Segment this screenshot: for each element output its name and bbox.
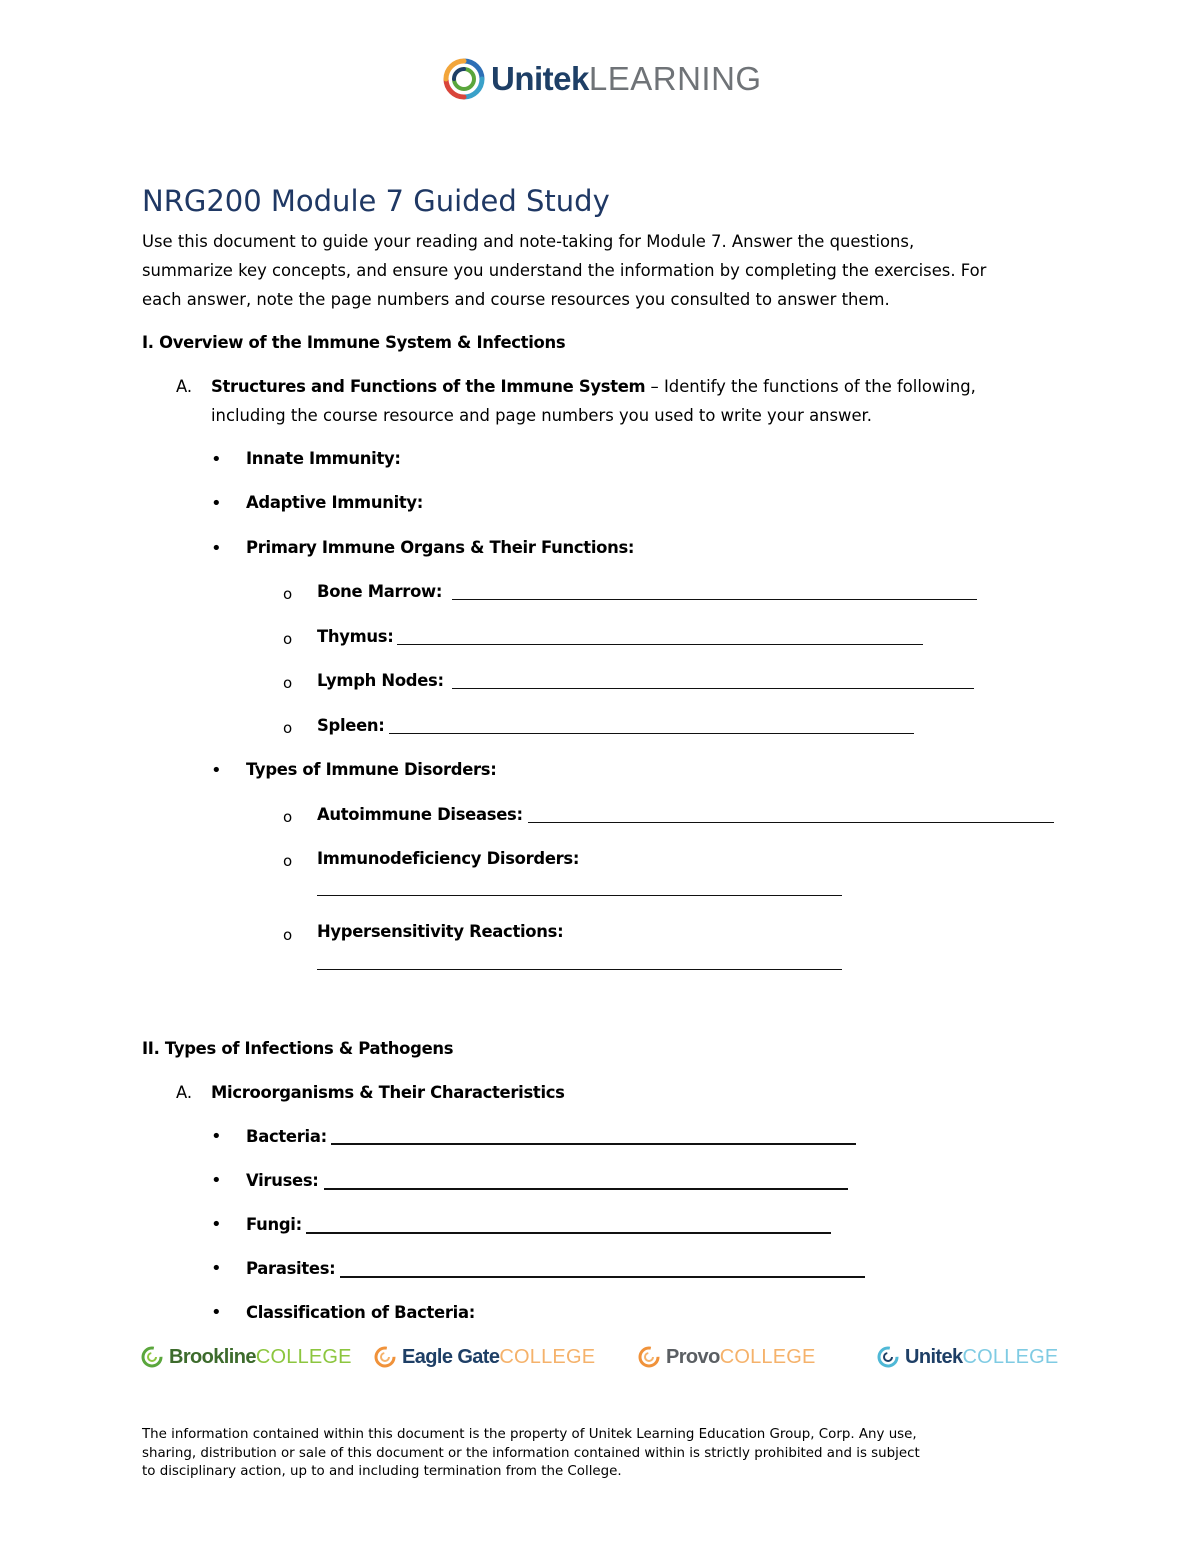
item-fungi: Fungi: xyxy=(246,1215,302,1234)
section-1-sub-a xyxy=(211,377,976,396)
section-2-sub-a-title: Microorganisms & Their Characteristics xyxy=(211,1083,565,1102)
bullet-icon: • xyxy=(211,1258,222,1279)
logo-brand-light: LEARNING xyxy=(588,60,762,97)
answer-blank-spleen[interactable] xyxy=(389,733,914,734)
unitek-learning-logo xyxy=(443,56,762,102)
item-primary-immune-organs: Primary Immune Organs & Their Functions: xyxy=(246,538,635,557)
brookline-college-logo xyxy=(140,1340,352,1374)
item-viruses: Viruses: xyxy=(246,1171,319,1190)
logo-brand-bold: Unitek xyxy=(491,60,589,97)
bullet-icon: • xyxy=(211,1170,222,1191)
provo-college-logo xyxy=(637,1340,816,1374)
eagle-gate-light: COLLEGE xyxy=(499,1345,596,1368)
eagle-gate-college-logo xyxy=(373,1340,595,1374)
answer-blank-viruses[interactable] xyxy=(324,1188,848,1190)
brookline-bold: Brookline xyxy=(169,1345,256,1368)
bullet-icon: • xyxy=(211,449,222,470)
sub-bullet-icon: o xyxy=(283,719,293,737)
bullet-icon: • xyxy=(211,493,222,514)
answer-blank-hypersensitivity[interactable] xyxy=(317,969,842,970)
item-hypersensitivity-reactions: Hypersensitivity Reactions: xyxy=(317,922,564,941)
unitek-college-logo xyxy=(876,1340,1058,1374)
item-immunodeficiency-disorders: Immunodeficiency Disorders: xyxy=(317,849,580,868)
item-immune-disorders: Types of Immune Disorders: xyxy=(246,760,497,779)
item-parasites: Parasites: xyxy=(246,1259,336,1278)
bullet-icon: • xyxy=(211,1214,222,1235)
page-title: NRG200 Module 7 Guided Study xyxy=(142,184,610,218)
disclaimer-line-1: The information contained within this document is the property of Unitek Learning Education Group, Corp. Any use, xyxy=(142,1427,917,1442)
item-bacteria: Bacteria: xyxy=(246,1127,327,1146)
section-2-sub-a-letter: A. xyxy=(176,1083,193,1102)
footer-disclaimer xyxy=(142,1426,1072,1482)
disclaimer-line-3: to disciplinary action, up to and including termination from the College. xyxy=(142,1464,622,1479)
intro-line-3: each answer, note the page numbers and course resources you consulted to answer them. xyxy=(142,290,890,309)
answer-blank-bone-marrow[interactable] xyxy=(452,599,977,600)
section-2-heading: II. Types of Infections & Pathogens xyxy=(142,1039,454,1058)
answer-blank-lymph-nodes[interactable] xyxy=(452,688,974,689)
provo-swirl-icon xyxy=(637,1345,661,1369)
sub-bullet-icon: o xyxy=(283,674,293,692)
sub-bullet-icon: o xyxy=(283,808,293,826)
provo-bold: Provo xyxy=(666,1345,720,1368)
item-lymph-nodes: Lymph Nodes: xyxy=(317,671,444,690)
answer-blank-thymus[interactable] xyxy=(397,644,923,645)
disclaimer-line-2: sharing, distribution or sale of this document or the information contained within is strictly prohibited and is subject xyxy=(142,1445,920,1461)
brookline-swirl-icon xyxy=(140,1345,164,1369)
answer-blank-parasites[interactable] xyxy=(340,1276,865,1278)
item-adaptive-immunity: Adaptive Immunity: xyxy=(246,493,424,512)
answer-blank-fungi[interactable] xyxy=(306,1232,831,1234)
answer-blank-bacteria[interactable] xyxy=(331,1143,856,1145)
eagle-gate-bold: Eagle Gate xyxy=(402,1345,500,1368)
answer-blank-autoimmune[interactable] xyxy=(528,822,1054,823)
sub-bullet-icon: o xyxy=(283,926,293,944)
college-logos xyxy=(140,1340,1060,1374)
bullet-icon: • xyxy=(211,1126,222,1147)
item-classification-of-bacteria: Classification of Bacteria: xyxy=(246,1303,475,1322)
section-1-sub-a-dash: – xyxy=(645,377,664,396)
item-bone-marrow: Bone Marrow: xyxy=(317,582,443,601)
bullet-icon: • xyxy=(211,1302,222,1323)
bullet-icon: • xyxy=(211,760,222,781)
section-1-sub-a-text-2: including the course resource and page numbers you used to write your answer. xyxy=(211,406,872,425)
section-1-sub-a-letter: A. xyxy=(176,377,193,396)
sub-bullet-icon: o xyxy=(283,585,293,603)
section-1-heading: I. Overview of the Immune System & Infections xyxy=(142,333,566,352)
item-spleen: Spleen: xyxy=(317,716,385,735)
section-1-sub-a-text-1: Identify the functions of the following, xyxy=(663,377,976,396)
intro-line-1: Use this document to guide your reading and note-taking for Module 7. Answer the questions, xyxy=(142,232,915,251)
unitek-college-swirl-icon xyxy=(876,1345,900,1369)
answer-blank-immunodeficiency[interactable] xyxy=(317,895,842,896)
sub-bullet-icon: o xyxy=(283,852,293,870)
unitek-college-bold: Unitek xyxy=(905,1345,963,1368)
intro-line-2: summarize key concepts, and ensure you understand the information by completing the exercises. For xyxy=(142,261,987,280)
sub-bullet-icon: o xyxy=(283,630,293,648)
section-1-sub-a-title: Structures and Functions of the Immune System xyxy=(211,377,646,396)
eagle-gate-swirl-icon xyxy=(373,1345,397,1369)
unitek-swirl-icon xyxy=(443,58,485,100)
item-autoimmune-diseases: Autoimmune Diseases: xyxy=(317,805,523,824)
provo-light: COLLEGE xyxy=(719,1345,816,1368)
unitek-college-light: COLLEGE xyxy=(962,1345,1059,1368)
item-innate-immunity: Innate Immunity: xyxy=(246,449,401,468)
item-thymus: Thymus: xyxy=(317,627,394,646)
bullet-icon: • xyxy=(211,538,222,559)
brookline-light: COLLEGE xyxy=(255,1345,352,1368)
